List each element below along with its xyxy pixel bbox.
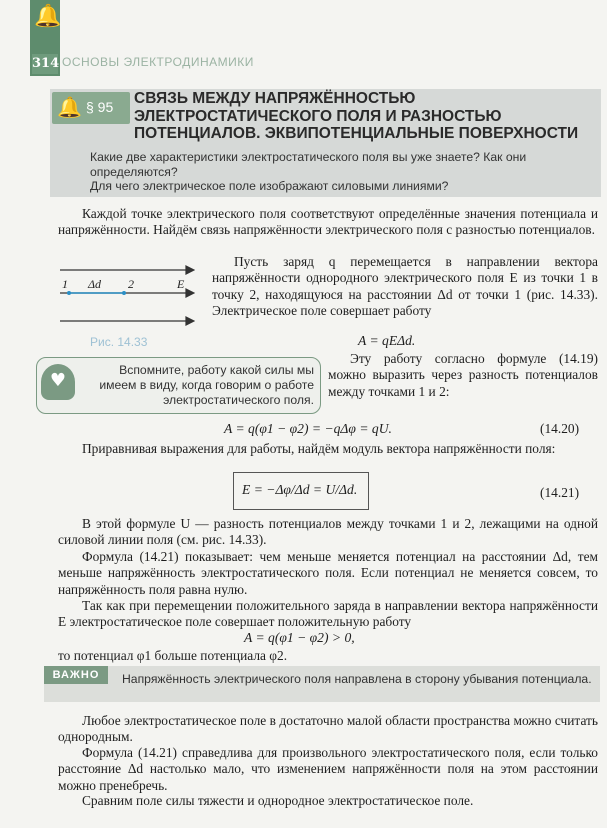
formula-positive-work: A = q(φ1 − φ2) > 0, (244, 630, 355, 645)
paragraph-2: Пусть заряд q перемещается в направлении вектора напряжённости однородного электрического поля E из точки 1 в точку 2, находящуюся на расстоянии Δd от точки 1 (рис. 14.33). Электрическое поле совершает работу (212, 254, 598, 319)
paragraph-3: Эту работу согласно формуле (14.19) можно выразить через разность потенциалов между точками 1 и 2: (328, 351, 598, 399)
equation-number-14-20: (14.20) (540, 421, 580, 436)
formula-work: A = qEΔd. (358, 333, 416, 348)
figure-field-lines (60, 262, 195, 330)
page-number: 314 (32, 54, 58, 74)
question-2: Для чего электрическое поле изображают силовыми линиями? (90, 179, 449, 194)
paragraph-4: Приравнивая выражения для работы, найдём модуль вектора напряжённости поля: (82, 441, 556, 456)
paragraph-1: Каждой точке электрического поля соответствуют определённые значения потенциала и напряжённости. Найдём связь напряжённости электрического поля с разностью потенциалов. (58, 206, 598, 238)
bell-section-icon: 🔔 (57, 95, 82, 119)
fig-label-d: Δd (88, 277, 102, 291)
fig-label-E: E (177, 277, 185, 291)
paragraph-11: Сравним поле силы тяжести и однородное электростатическое поле. (82, 793, 474, 808)
paragraph-5: В этой формуле U — разность потенциалов между точками 1 и 2, лежащими на одной силовой линии поля (см. рис. 14.33). (58, 516, 598, 548)
running-head: ОСНОВЫ ЭЛЕКТРОДИНАМИКИ (62, 55, 254, 69)
formula-14-20: A = q(φ1 − φ2) = −qΔφ = qU. (224, 421, 392, 436)
paragraph-7: Так как при перемещении положительного заряда в направлении вектора напряжённости E электростатическое поле совершает положительную работу (58, 598, 598, 630)
fig-label-2: 2 (128, 277, 134, 291)
arrow-head-1 (186, 266, 194, 274)
remember-text: Вспомните, работу какой силы мы имеем в виду, когда говорим о работе электростатического поля. (99, 363, 314, 407)
section-number: § 95 (86, 99, 114, 115)
fig-label-1: 1 (62, 277, 68, 291)
important-text: Напряжённость электрического поля направлена в сторону убывания потенциала. (122, 672, 592, 686)
bell-icon: 🔔 (34, 4, 62, 29)
paragraph-9: Любое электростатическое поле в достаточно малой области пространства можно считать однородным. (58, 713, 598, 745)
paragraph-6: Формула (14.21) показывает: чем меньше меняется потенциал на расстоянии Δd, тем меньше напряжённость электростатического поля. Если потенциал не меняется совсем, то напряжённость поля равна нулю. (58, 549, 598, 597)
section-questions (90, 150, 590, 194)
formula-14-21: E = −Δφ/Δd = U/Δd. (242, 482, 358, 497)
point-1 (67, 291, 71, 295)
important-label: ВАЖНО (44, 666, 108, 684)
paragraph-10: Формула (14.21) справедлива для произвольного электростатического поля, если только расстояние Δd настолько мало, что изменением напряжённости поля на этом расстоянии можно пренебречь. (58, 745, 598, 793)
section-title: СВЯЗЬ МЕЖДУ НАПРЯЖЁННОСТЬЮ ЭЛЕКТРОСТАТИЧЕСКОГО ПОЛЯ И РАЗНОСТЬЮ ПОТЕНЦИАЛОВ. ЭКВИПОТЕНЦИАЛЬНЫЕ ПОВЕРХНОСТИ (134, 90, 579, 142)
paragraph-8: то потенциал φ1 больше потенциала φ2. (58, 648, 288, 663)
heart-hand-icon: ♥ (41, 364, 75, 400)
point-2 (122, 291, 126, 295)
figure-caption: Рис. 14.33 (90, 335, 148, 349)
arrow-head-3 (186, 317, 194, 325)
question-1: Какие две характеристики электростатического поля вы уже знаете? Как они определяются? (90, 150, 527, 179)
arrow-head-2 (186, 289, 194, 297)
equation-number-14-21: (14.21) (540, 485, 580, 500)
